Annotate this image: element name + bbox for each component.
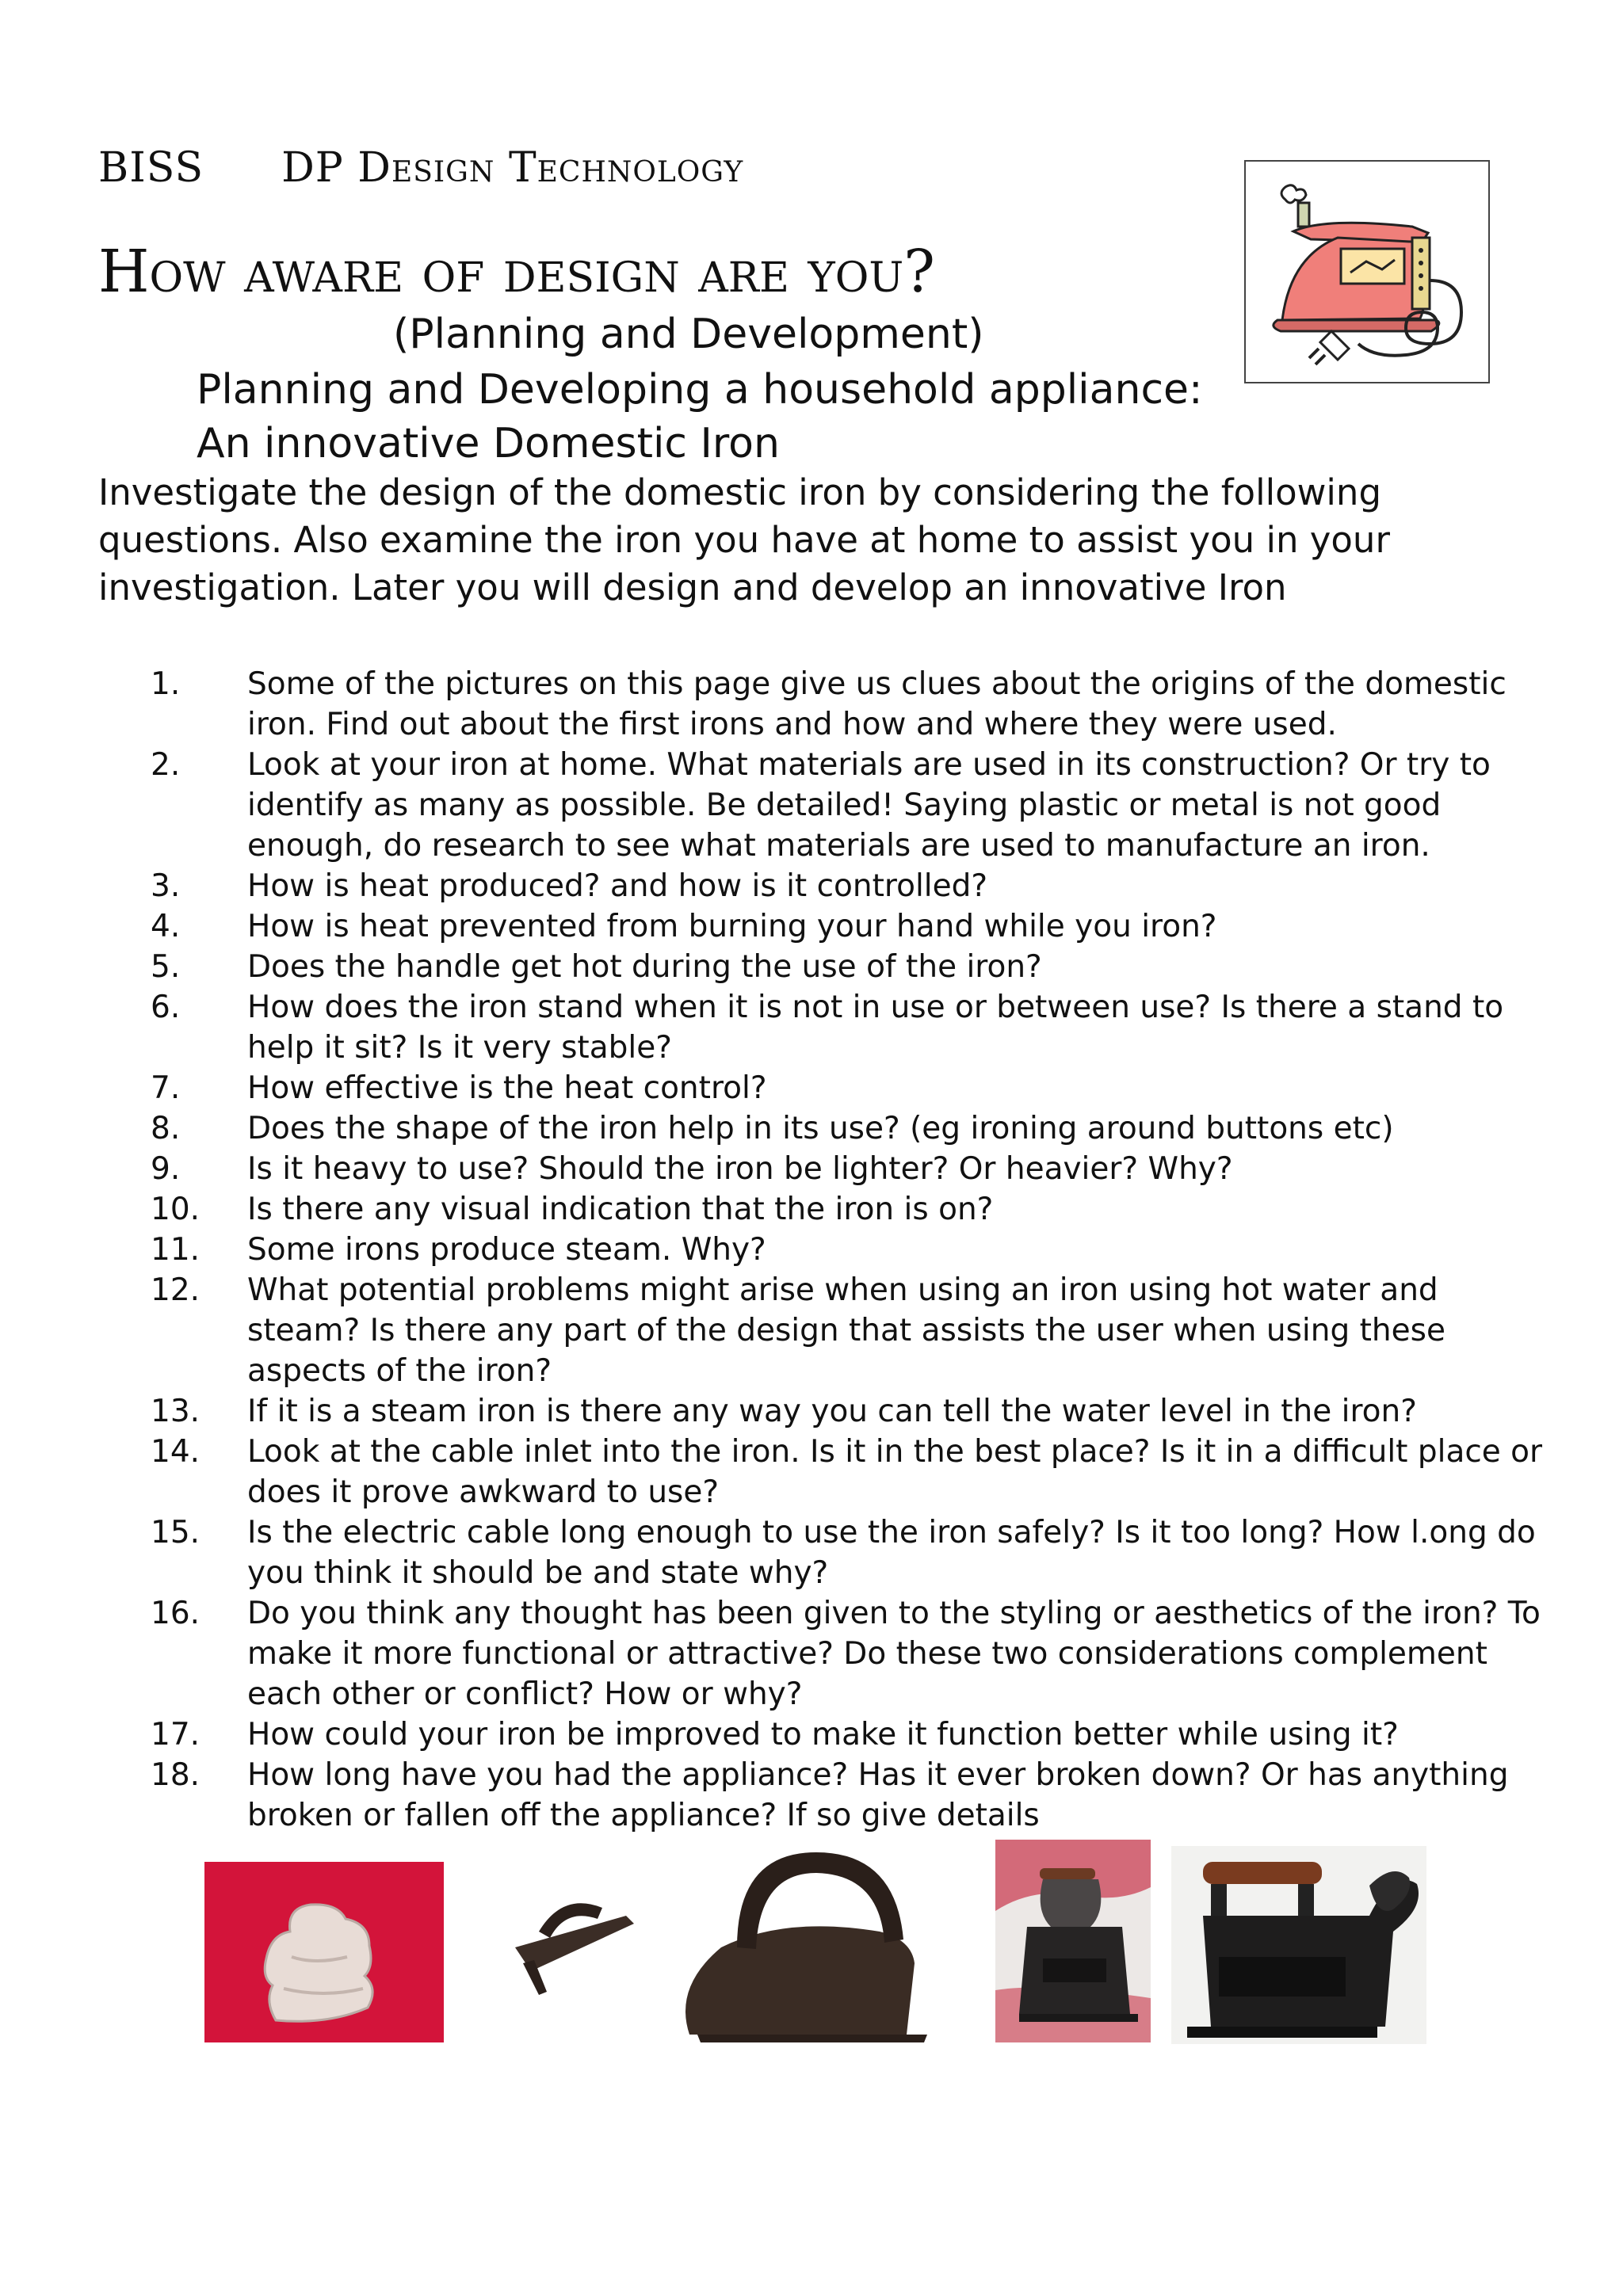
subheading: Planning and Developing a household appliance: An innovative Domestic Iron — [197, 366, 1203, 467]
question-text: How could your iron be improved to make it function better while using it? — [247, 1717, 1399, 1753]
question-text: Is there any visual indication that the iron is on? — [247, 1192, 994, 1227]
question-text: Look at your iron at home. What materials are used in its construction? Or try to identify as many as possible. Be detailed! Saying plastic or metal is not good enough, do research to see what materials are used to manufacture an iron. — [247, 747, 1491, 864]
question-text: Does the handle get hot during the use of the iron? — [247, 949, 1042, 985]
charcoal-iron-photo — [995, 1840, 1151, 2042]
question-text: Does the shape of the iron help in its use? (eg ironing around buttons etc) — [247, 1111, 1394, 1146]
question-number: 6. — [151, 990, 181, 1025]
question-text: What potential problems might arise when using an iron using hot water and steam? Is there any part of the design that assists the user when using these aspects of the iron? — [247, 1272, 1445, 1389]
question-number: 11. — [151, 1232, 200, 1268]
question-text: Some of the pictures on this page give us clues about the origins of the domestic iron. Find out about the first irons and how and where they were used. — [247, 666, 1507, 742]
question-list — [98, 664, 1549, 1836]
document-header — [98, 144, 743, 192]
list-item — [98, 906, 1549, 947]
question-number: 4. — [151, 909, 181, 944]
question-number: 17. — [151, 1717, 200, 1753]
list-item — [98, 1432, 1549, 1512]
iron-clipart-icon — [1244, 160, 1490, 383]
intro-paragraph: Investigate the design of the domestic iron by considering the following questions. Also examine the iron you have at home to assist you in your investigation. Later you will design and develop an innovative Iron — [98, 471, 1390, 608]
list-item — [98, 1230, 1549, 1270]
list-item — [98, 866, 1549, 906]
list-item — [98, 1714, 1549, 1755]
department-name: DP Design Technology — [281, 144, 744, 192]
question-number: 10. — [151, 1192, 200, 1227]
subtitle: (Planning and Development) — [393, 311, 984, 358]
list-item — [98, 1108, 1549, 1149]
page-title: How aware of design are you? — [98, 238, 935, 306]
list-item — [98, 1512, 1549, 1593]
antique-flat-irons-photo — [507, 1836, 935, 2046]
question-text: Do you think any thought has been given to the styling or aesthetics of the iron? To make it more functional or attractive? Do these two considerations complement each other or conflict? How or why? — [247, 1596, 1541, 1712]
list-item — [98, 987, 1549, 1068]
question-number: 5. — [151, 949, 181, 985]
stone-iron-photo — [204, 1862, 444, 2042]
list-item — [98, 1189, 1549, 1230]
list-item — [98, 1391, 1549, 1432]
list-item — [98, 1270, 1549, 1391]
question-number: 12. — [151, 1272, 200, 1308]
question-text: How long have you had the appliance? Has it ever broken down? Or has anything broken or fallen off the appliance? If so give details — [247, 1757, 1509, 1833]
list-item — [98, 1149, 1549, 1189]
question-text: If it is a steam iron is there any way you can tell the water level in the iron? — [247, 1394, 1417, 1429]
school-name: BISS — [98, 144, 204, 192]
question-text: How is heat prevented from burning your hand while you iron? — [247, 909, 1217, 944]
list-item — [98, 1755, 1549, 1836]
question-number: 15. — [151, 1515, 200, 1550]
question-text: Is the electric cable long enough to use the iron safely? Is it too long? How l.ong do you think it should be and state why? — [247, 1515, 1536, 1591]
question-number: 14. — [151, 1434, 200, 1470]
list-item — [98, 1068, 1549, 1108]
dragon-charcoal-iron-photo — [1171, 1846, 1426, 2044]
question-number: 16. — [151, 1596, 200, 1631]
question-number: 1. — [151, 666, 181, 702]
question-text: How does the iron stand when it is not in use or between use? Is there a stand to help it sit? Is it very stable? — [247, 990, 1504, 1066]
question-number: 9. — [151, 1151, 181, 1187]
question-number: 2. — [151, 747, 181, 783]
question-text: How effective is the heat control? — [247, 1070, 767, 1106]
question-number: 3. — [151, 868, 181, 904]
list-item — [98, 745, 1549, 866]
list-item — [98, 947, 1549, 987]
question-number: 8. — [151, 1111, 181, 1146]
question-number: 18. — [151, 1757, 200, 1793]
question-text: How is heat produced? and how is it controlled? — [247, 868, 988, 904]
question-number: 13. — [151, 1394, 200, 1429]
question-text: Look at the cable inlet into the iron. Is it in the best place? Is it in a difficult place or does it prove awkward to use? — [247, 1434, 1543, 1510]
list-item — [98, 1593, 1549, 1714]
question-text: Is it heavy to use? Should the iron be lighter? Or heavier? Why? — [247, 1151, 1233, 1187]
list-item — [98, 664, 1549, 745]
question-text: Some irons produce steam. Why? — [247, 1232, 766, 1268]
question-number: 7. — [151, 1070, 181, 1106]
